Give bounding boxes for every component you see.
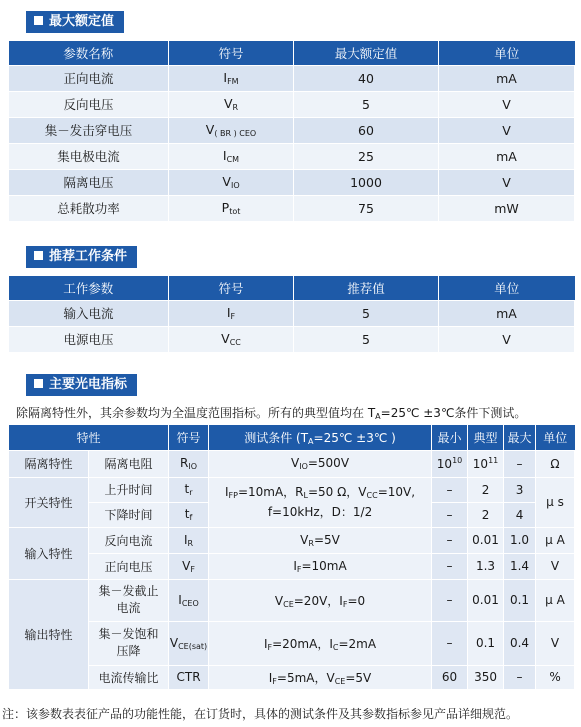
unit-cell: %: [536, 665, 575, 689]
param-name: 集电极电流: [9, 143, 169, 169]
unit-cell: μ A: [536, 527, 575, 553]
sym-sub: ( BR ) CEO: [214, 129, 257, 138]
table-row: [9, 621, 575, 665]
header-characteristic: 特性: [9, 425, 169, 450]
c: V: [274, 593, 284, 608]
typ-cell: 0.01: [468, 579, 504, 621]
min-cell: –: [432, 527, 468, 553]
max-cell: –: [504, 450, 536, 477]
header-param: 参数名称: [9, 41, 169, 65]
typ-cell: 1.3: [468, 553, 504, 579]
sym-sub: FM: [227, 77, 239, 86]
footnote: 注：该参数表表征产品的功能性能，在订货时，具体的测试条件及其参数指标参见产品详细规范。: [2, 707, 519, 721]
c: =50 Ω，V: [307, 485, 367, 499]
value-cell: 5: [294, 326, 439, 352]
c: =10V,: [377, 485, 416, 499]
condition-cell: [209, 527, 432, 553]
test-condition-note: [16, 404, 526, 421]
v: 10: [436, 457, 453, 471]
symbol-cell: [169, 117, 294, 143]
sym-sub: CM: [226, 155, 240, 164]
c: =5mA，V: [276, 670, 335, 685]
cond-b: =25℃ ±3℃ ): [313, 430, 396, 445]
group-output: 输出特性: [9, 579, 89, 689]
sym-sub: CE(sat): [178, 641, 208, 651]
sym-sub: r: [189, 488, 193, 497]
unit-cell: V: [439, 117, 575, 143]
max-cell: 0.4: [504, 621, 536, 665]
ct: =500V: [307, 456, 350, 470]
header-symbol: 符号: [169, 276, 294, 300]
param-name: 电源电压: [9, 326, 169, 352]
symbol-cell: [169, 527, 209, 553]
value-cell: 1000: [294, 169, 439, 195]
typ-cell: 0.01: [468, 527, 504, 553]
cs: F: [267, 642, 273, 652]
param-name: 下降时间: [89, 502, 169, 527]
sym-sub: F: [190, 564, 195, 574]
header-recommended: 推荐值: [294, 276, 439, 300]
symbol-cell: [169, 326, 294, 352]
condition-cell: [209, 665, 432, 689]
symbol-cell: [169, 477, 209, 502]
c: I: [263, 636, 268, 651]
sup: 11: [488, 456, 499, 465]
c: =20V，I: [293, 593, 343, 608]
table-row: [9, 477, 575, 502]
table-row: [9, 91, 575, 117]
c: I: [293, 558, 297, 573]
symbol-cell: [169, 65, 294, 91]
sym-sub: IO: [230, 181, 240, 190]
condition-cell: [209, 477, 432, 527]
cs: CC: [366, 491, 378, 500]
cs: F: [272, 676, 277, 686]
cond-line-1: [209, 484, 431, 504]
c: V: [300, 532, 309, 547]
table-row: [9, 527, 575, 553]
table-row: [9, 300, 575, 326]
sym: V: [182, 558, 191, 573]
min-cell: –: [432, 553, 468, 579]
sym-sub: tot: [229, 207, 241, 216]
symbol-cell: [169, 502, 209, 527]
table-row: [9, 326, 575, 352]
table-row: [9, 553, 575, 579]
cs: C: [332, 642, 339, 652]
sym-sub: R: [232, 103, 239, 112]
sup: 10: [452, 456, 463, 465]
n1: 集－发饱和: [98, 627, 159, 641]
value-cell: 5: [294, 91, 439, 117]
header-unit: 单位: [536, 425, 575, 450]
param-name: 反向电压: [9, 91, 169, 117]
sym: R: [180, 456, 189, 470]
condition-cell: [209, 621, 432, 665]
optoelectronic-table: [8, 425, 575, 690]
param-name: 集－发击穿电压: [9, 117, 169, 143]
header-test-condition: [209, 425, 432, 450]
cs: L: [303, 491, 308, 500]
unit-cell: V: [439, 91, 575, 117]
sym: V: [205, 122, 215, 137]
section-title: 最大额定值: [49, 14, 115, 29]
c: I: [268, 670, 273, 685]
symbol-cell: [169, 621, 209, 665]
table-row: [9, 65, 575, 91]
c: =20mA，I: [272, 636, 333, 651]
unit-cell: μ s: [536, 477, 575, 527]
sym: V: [222, 174, 231, 189]
c: =5V: [345, 670, 372, 685]
sym: I: [226, 305, 231, 320]
max-cell: 4: [504, 502, 536, 527]
table-row: [9, 117, 575, 143]
c: =10mA，R: [237, 485, 304, 499]
sym: V: [223, 96, 233, 111]
symbol-cell: [169, 300, 294, 326]
min-cell: –: [432, 502, 468, 527]
symbol-cell: [169, 450, 209, 477]
min-cell: –: [432, 621, 468, 665]
c: V: [290, 456, 300, 470]
unit-cell: V: [536, 553, 575, 579]
symbol-cell: [169, 579, 209, 621]
sym-sub: IO: [188, 462, 198, 471]
sym: I: [178, 592, 182, 607]
sym: I: [183, 532, 188, 547]
symbol-cell: [169, 91, 294, 117]
header-unit: 单位: [439, 276, 575, 300]
min-cell: 60: [432, 665, 468, 689]
square-bullet-icon: [34, 379, 43, 388]
symbol-cell: CTR: [169, 665, 209, 689]
param-name: 正向电流: [9, 65, 169, 91]
typ-cell: 2: [468, 502, 504, 527]
header-symbol: 符号: [169, 425, 209, 450]
param-name: 隔离电压: [9, 169, 169, 195]
sym: I: [222, 148, 227, 163]
param-name: 电流传输比: [89, 665, 169, 689]
cs: FP: [228, 491, 238, 500]
cs: CE: [334, 676, 346, 686]
table-row: [9, 450, 575, 477]
unit-cell: V: [536, 621, 575, 665]
param-name: 隔离电阻: [89, 450, 169, 477]
cond-sub: A: [308, 436, 314, 446]
max-cell: 3: [504, 477, 536, 502]
cs: F: [342, 599, 348, 609]
header-max: 最大额定值: [294, 41, 439, 65]
cs: F: [296, 564, 302, 574]
symbol-cell: [169, 553, 209, 579]
table-row: [9, 665, 575, 689]
header-symbol: 符号: [169, 41, 294, 65]
max-cell: –: [504, 665, 536, 689]
table-row: [9, 169, 575, 195]
sym-sub: R: [187, 538, 194, 548]
c: =2mA: [338, 636, 377, 651]
square-bullet-icon: [34, 251, 43, 260]
value-cell: 60: [294, 117, 439, 143]
recommended-table: [8, 276, 575, 353]
max-cell: 1.0: [504, 527, 536, 553]
symbol-cell: [169, 143, 294, 169]
note-tail: =25℃ ±3℃条件下测试。: [380, 406, 527, 420]
cond-a: 测试条件 (T: [244, 430, 309, 445]
condition-cell: [209, 450, 432, 477]
v: 10: [472, 457, 489, 471]
typ-cell: 2: [468, 477, 504, 502]
group-switching: 开关特性: [9, 477, 89, 527]
group-isolation: 隔离特性: [9, 450, 89, 477]
sym: V: [169, 635, 179, 650]
header-param: 工作参数: [9, 276, 169, 300]
c: =0: [347, 593, 366, 608]
table-row: [9, 579, 575, 621]
cond-line-2: f=10kHz，D：1/2: [267, 505, 373, 519]
unit-cell: Ω: [536, 450, 575, 477]
value-cell: 75: [294, 195, 439, 221]
typ-cell: 0.1: [468, 621, 504, 665]
min-cell: [432, 450, 468, 477]
sym: t: [184, 507, 190, 521]
param-name: [89, 621, 169, 665]
param-name: 总耗散功率: [9, 195, 169, 221]
ct: =10mA: [301, 558, 347, 573]
cs: CE: [283, 599, 294, 609]
sym-sub: f: [189, 513, 193, 522]
unit-cell: mA: [439, 65, 575, 91]
sym: I: [223, 70, 228, 85]
symbol-cell: [169, 169, 294, 195]
value-cell: 25: [294, 143, 439, 169]
cs: IO: [299, 462, 308, 471]
n2: 电流: [116, 601, 141, 615]
sym-sub: CEO: [181, 598, 199, 608]
max-ratings-table: [8, 41, 575, 222]
section-recommended-header: [26, 246, 137, 268]
min-cell: –: [432, 477, 468, 502]
typ-cell: 350: [468, 665, 504, 689]
section-optoelectronic-header: [26, 374, 137, 396]
sym: P: [221, 200, 230, 215]
sym: V: [221, 331, 230, 346]
value-cell: 40: [294, 65, 439, 91]
unit-cell: V: [439, 169, 575, 195]
param-name: 输入电流: [9, 300, 169, 326]
condition-cell: [209, 579, 432, 621]
value-cell: 5: [294, 300, 439, 326]
header-max: 最大: [504, 425, 536, 450]
max-cell: 1.4: [504, 553, 536, 579]
section-max-ratings-header: [26, 11, 124, 33]
condition-cell: [209, 553, 432, 579]
param-name: [89, 579, 169, 621]
symbol-cell: [169, 195, 294, 221]
sym-sub: CC: [229, 338, 241, 347]
note-sub: A: [375, 412, 381, 421]
unit-cell: V: [439, 326, 575, 352]
table-row: [9, 143, 575, 169]
sym-sub: F: [230, 312, 236, 321]
section-title: 主要光电指标: [49, 377, 128, 392]
n2: 压降: [116, 644, 141, 658]
table-row: [9, 195, 575, 221]
n1: 集－发截止: [98, 584, 159, 598]
section-title: 推荐工作条件: [49, 249, 128, 264]
unit-cell: mA: [439, 300, 575, 326]
unit-cell: μ A: [536, 579, 575, 621]
header-typ: 典型: [468, 425, 504, 450]
unit-cell: mW: [439, 195, 575, 221]
max-cell: 0.1: [504, 579, 536, 621]
param-name: 反向电流: [89, 527, 169, 553]
group-input: 输入特性: [9, 527, 89, 579]
unit-cell: mA: [439, 143, 575, 169]
min-cell: –: [432, 579, 468, 621]
c: I: [224, 485, 229, 499]
sym: t: [184, 482, 190, 496]
param-name: 正向电压: [89, 553, 169, 579]
param-name: 上升时间: [89, 477, 169, 502]
note-text: 除隔离特性外，其余参数均为全温度范围指标。所有的典型值均在 T: [16, 406, 376, 420]
ct: =5V: [313, 532, 340, 547]
header-unit: 单位: [439, 41, 575, 65]
square-bullet-icon: [34, 16, 43, 25]
header-min: 最小: [432, 425, 468, 450]
typ-cell: [468, 450, 504, 477]
cs: R: [308, 538, 314, 548]
